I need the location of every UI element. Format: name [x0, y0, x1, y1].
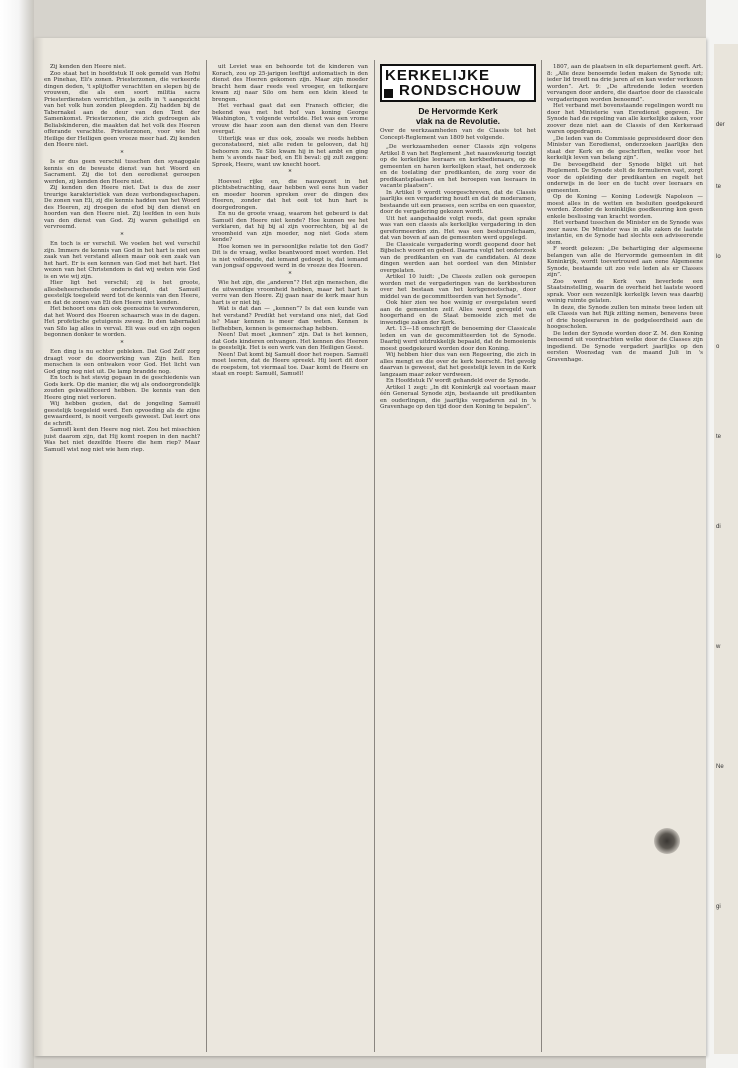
paragraph: Wij hebben gezien, dat de jongeling Samuël geestelijk toegeleid werd. Een opvoeding als de zijne gewaardeerd, is nooit vergeefs geweest. Dat leert ons de schrift. — [44, 401, 200, 427]
fragment-text: w — [716, 644, 721, 650]
paragraph: En Hoofdstuk IV wordt gehandeld over de Synode. — [386, 378, 531, 384]
fragment-text: o — [716, 344, 720, 350]
fragment-text: gi — [716, 904, 721, 910]
paragraph: Het verband tusschen de Minister en de Synode was zeer nauw. De Minister was in alle zaken de laatste instantie, en de Synode had slechts een adviseerende stem. — [547, 220, 703, 246]
paragraph: Zoo staat het in hoofdstuk II ook gemeld van Hofni en Pinehas, Eli's zonen. Priesterzonen, die verkeerde dingen deden, 't splijtoffer verachtten en slepen bij de vrouwen, die als een soort militia sacra Priesterdiensten verrichtten, ja zelfs in 't aangezicht van het volk hun zonden pleegden. Zij hadden bij de Tabernakel aan de deur van den Tent der Samenkomst. Priesterzonen, die zich gedroegen als Belialskinderen, die maakten dat het volk des Heeren offerande verachtte. Priesterzonen, voor wie het Heilige der Heiligen geen vreeze meer had. Zij kenden den Heere niet. — [44, 70, 200, 148]
paragraph: Artikel 1 zegt: „In dit Koninkrijk zal voortaan maar één Generaal Synode zijn, bestaande uit predikanten en ouderlingen, die jaarlijks vergaderen zal in 's Gravenhage op den tijd door den Koning te bepalen”. — [380, 384, 536, 410]
paragraph: En nu de groote vraag, waarom het gebeurd is dat Samuël den Heere niet kende? Hoe kunnen we het verklaren, dat hij bij al zijn voorrechten, bij al de vroomheid van zijn moeder, nog niet Gods stem kende? — [212, 211, 368, 243]
column-text — [547, 64, 703, 363]
column-text — [44, 64, 200, 453]
paragraph: Een ding is nu echter gebleken. Dat God Zelf zorg draagt voor de doorwerking van Zijn heil. Een menschen is een ontwaken voor God. Het licht van God ging nog niet uit. De lamp brandde nog. — [44, 349, 200, 375]
column-4 — [547, 64, 703, 1054]
paragraph: Is er dus geen verschil tusschen den synagogale kennis en de bewuste dienst van het Woord en Sacrament. Zij die tot den eeredienst geroepen werden, zij kenden den Heere niet. — [44, 159, 200, 185]
column-text — [212, 64, 368, 378]
paragraph: Uiterlijk was er dus ook, zooals we reeds hebben geconstateerd, niet alle reden te gelooven, dat hij behooren zou. Te Silo kwam hij in het ambt en ging hem 's avonds naar bed, en Eli beval: gij zult zeggen: Spreek, Heere, want uw knecht hoort. — [212, 135, 368, 168]
column-text — [380, 144, 536, 411]
fragment-text: der — [716, 122, 725, 128]
paragraph: En toch is het stevig gegaan in de geschiedenis van Gods kerk. Op die manier, die wij als ondoorgrondelijk zouden gekwalificeerd hebben. De kennis van den Heere ging niet verloren. — [44, 375, 200, 401]
section-marker: * — [288, 169, 292, 176]
fragment-text: te — [716, 184, 722, 190]
paragraph: „De werkzaamheden eener Classis zijn volgens Artikel 8 van het Reglement „het naauwkeurig toezigt op de kerkelijke leeraars en kerkbedienaars, op de gemeenten en haren kerkelijken staat, het onderzoek en de toelating der predikanten, de zorg voor de predikantsplaatsen en het beroepen van leeraars in vacante plaatsen”. — [380, 144, 536, 189]
fragment-text: te — [716, 434, 722, 440]
paragraph: De leden der Synode worden door Z. M. den Koning benoemd uit voordrachten welke door de Classes zijn ingediend. De Synode vergadert jaarlijks op den eersten Woensdag van de maand Juli in 's Gravenhage. — [547, 330, 703, 363]
paragraph: In Artikel 9 wordt voorgeschreven, dat de Classis jaarlijks een vergadering houdt en dat de moderamen, bestaande uit een praeses, een scriba en een quaestor, door de vergadering gekozen wordt. — [380, 189, 536, 215]
paragraph: Zij kenden den Heere niet. Dat is dus de zeer treurige karakteristiek van deze verbondsgeschapen. De zonen van Eli, zij die kennis hadden van het Woord des Heeren, zij droegen de efod bij den dienst en hoorden van den Heere niet. Zij leefden in een huis van den dienst van God. Zij waren geheiligd en vervreemd. — [44, 185, 200, 230]
paragraph: Zij kenden den Heere niet. — [50, 64, 127, 70]
paragraph: En toch is er verschil. We voelen het wel verschil zijn. Immers de kennis van God in het hart is niet een zaak van het verstand alleen maar ook een zaak van het hart. Er is een kennen van God met het hart. Het wezen van het Christendom is dat wij weten wie God is en wie wij zijn. — [44, 241, 200, 280]
paragraph: Het verhaal gaat dat een Fransch officier, die bekend was met het hof van koning George Washington, 't volgende vertelde. Het was een vrome vrouw die haar zoon aan den dienst van den Heere overgaf. — [212, 103, 368, 135]
paragraph: Neen! Dat moet „kennen” zijn. Dat is het kennen, dat Gods kinderen ontvangen. Het kennen des Heeren is geestelijk. Het is een werk van den Heiligen Geest. — [212, 332, 368, 351]
paragraph: Samuël kent den Heere nog niet. Zou het misschien juist daarom zijn, dat Hij komt roepen in den nacht? Was het niet dezelfde Heere die hem riep? Maar Samuël wist nog niet wie hem riep. — [44, 427, 200, 453]
fold-shadow — [34, 38, 44, 1056]
column-rule — [206, 60, 207, 1052]
paragraph: Hoe komen we in persoonlijke relatie tot den God? Dit is de vraag, welke beantwoord moet worden. Het is niet voldoende, dat iemand gedoopt is, dat iemand van jongsaf opgevoed werd in de vreeze des Heeren. — [212, 243, 368, 269]
binding-gutter — [0, 0, 34, 1068]
paragraph: Artikel 10 luidt: „De Classis zullen ook geroepen worden met de vergaderingen van de kerkbesturen over het bestaan van het kerkgenootschap, door middel van de gecommitteerden van het Synode”. — [380, 274, 536, 300]
ink-stain — [654, 828, 680, 854]
section-marker: * — [120, 339, 124, 347]
paragraph: Art. 13—18 omschrijft de benoeming der Classicale leden en van de gecommitteerden tot de Synode. Daarbij werd uitdrukkelijk bepaald, dat de bemoeienis moest goedgekeurd worden door den Koning. — [380, 326, 536, 352]
article-intro: Over de werkzaamheden van de Classis tot het Concept-Reglement van 1809 het volgende. — [380, 128, 536, 141]
paragraph: Neen! Dat komt bij Samuël door het roepen. Samuël moet leeren, dat de Heere spreekt. Hij leert dit door de roepstem, tot viermaal toe. Daar komt de Heere en staat en roept: Samuël, Samuël! — [212, 351, 368, 377]
section-header-line-2: RONDSCHOUW — [399, 82, 522, 99]
column-rule — [374, 60, 375, 1052]
paragraph: Hier ligt het verschil; zij is het groote, allesbeheerschende onderscheid, dat Samuël geestelijk toegeleid werd tot de kennis van den Heere, en dat de zonen van Eli den Heere niet kenden. — [44, 280, 200, 306]
fragment-text: lo — [716, 254, 721, 260]
section-header-line-1: KERKELIJKE — [385, 67, 491, 84]
header-ornament — [384, 89, 393, 98]
article-title-line-2: vlak na de Revolutie. — [415, 116, 501, 126]
section-marker: * — [120, 149, 124, 157]
adjacent-page-fragment — [714, 44, 738, 1054]
column-1 — [44, 64, 200, 1054]
paragraph: Zoo werd de Kerk van lieverlede een Staatsinstelling, waarin de overheid het laatste woord sprak. Voor een wezenlijk kerkelijk leven was daarbij weinig ruimte gelaten. — [547, 278, 703, 304]
paragraph: F wordt gelezen: „De behartiging der algemeene belangen van alle de Hervormde gemeenten in dit Koninkrijk, wordt toevertrouwd aan eene Algemeene Synode, bestaande uit zoo vele leden als er Classes zijn”. — [547, 246, 703, 278]
section-header — [380, 64, 536, 102]
paragraph: Wat is dat dan — „kennen”? Is dat een kunde van het verstand? Predikt het verstand ons niet, dat God is? Maar kennen is meer dan weten. Kennen is liefhebben, kennen is gemeenschap hebben. — [212, 306, 368, 332]
fragment-text: Ne — [716, 764, 724, 770]
paragraph: Het verband met bovenstaande regelingen wordt nu door het Ministerie van Eeredienst gegeven. De Synode had de regeling van alle kerkelijke zaken, voor zoover deze niet aan de Classis of den Kerkeraad waren opgedragen. — [547, 103, 703, 135]
paragraph: Uit het aangehaalde volgt reeds, dat geen sprake was van een classis als kerkelijke vergadering in den gereformeerden zin. Het was een bestuurslichaam, dat van boven af aan de gemeenten werd opgelegd. — [380, 215, 536, 241]
section-marker: * — [288, 270, 292, 278]
paragraph: Ook hier zien we hoe weinig er overgelaten werd aan de gemeenten zelf. Alles werd geregeld van hoogerhand en de Staat bemoeide zich met de inwendige zaken der Kerk. — [380, 300, 536, 326]
column-2 — [212, 64, 368, 1054]
paragraph: Op de Koning — Koning Lodewijk Napoleon — moest alles in de wetten en besluiten goedgekeurd worden. Zonder de koninklijke goedkeuring kon geen enkele beslissing van kracht worden. — [547, 194, 703, 220]
paragraph: De bevoegdheid der Synode blijkt uit het Reglement. De Synode stelt de formulieren vast, zorgt voor de opleiding der predikanten en regelt het onderwijs in de leer en de tucht over leeraars en gemeenten. — [547, 161, 703, 194]
paragraph: „De leden van de Commissie gepresideerd door den Minister van Eeredienst, onderzoeken jaarlijks den staat der Kerk en de geschriften, welke voor het kerkelijk leven van belang zijn”. — [547, 135, 703, 161]
paragraph: Hoeveel rijke en, die nauwgezet in het plichtsbetrachting, daar hebben wel eens hun vader en moeder hooren spreken over de dingen des Heeren, zonder dat het ooit tot hun hart is doorgedrongen. — [212, 178, 368, 211]
article-title-line-1: De Hervormde Kerk — [418, 106, 498, 116]
paragraph: De Classicale vergadering wordt geopend door het Bijbelsch woord en gebed. Daarna volgt het onderzoek van de predikanten en van de candidaten. Al deze dingen werden aan het oordeel van den Minister overgelaten. — [380, 241, 536, 274]
column-rule — [541, 60, 542, 1052]
newspaper-page — [34, 38, 706, 1056]
section-marker: * — [120, 231, 124, 239]
paragraph: In deze, die Synode zullen ten minste twee leden uit elk Classis van het Rijk zitting nemen, benevens twee of drie hoogleeraren in de godgeleerdheid aan de hoogescholen. — [547, 304, 703, 330]
fragment-text: di — [716, 524, 721, 530]
paragraph: Wij hebben hier dus van een Regeering, die zich in alles mengt en die over de kerk heerscht. Het gevolg daarvan is geweest, dat het geestelijk leven in de Kerk langzaam maar zeker verdween. — [380, 352, 536, 378]
paragraph: Wie het zijn, die „anderen”? Het zijn menschen, die de uitwendige vroomheid hebben, maar het hart is verre van den Heere. Zij gaan naar de kerk maar hun hart is er niet bij. — [212, 280, 368, 306]
paragraph: 1807, aan de plaatsen in elk departement geeft. Art. 8: „Alle deze benoemde leden maken de Synode uit; ieder lid treedt na drie jaren af en kan weder verkozen worden”. Art. 9: „De aftredende leden worden vervangen door andere, die daartoe door de classicale vergaderingen worden benoemd”. — [547, 64, 703, 103]
article-title — [380, 106, 536, 126]
column-3 — [380, 64, 536, 1054]
paragraph: Het behoort ons dan ook geenszins te verwonderen, dat het Woord des Heeren schaarsch was in de dagen. Het profetische getuigenis zweeg. In den tabernakel van Silo lag alles in verval. Eli was oud en zijn oogen begonnen donker te worden. — [44, 306, 200, 338]
paragraph: uit Leviet was en behoorde tot de kinderen van Korach, zou op 25-jarigen leeftijd automatisch in den dienst des Heeren gekomen zijn. Maar zijn moeder bracht hem daar reeds veel vroeger, en telkenjare kwam zij naar Silo om hem een klein kleed te brengen. — [212, 64, 368, 103]
